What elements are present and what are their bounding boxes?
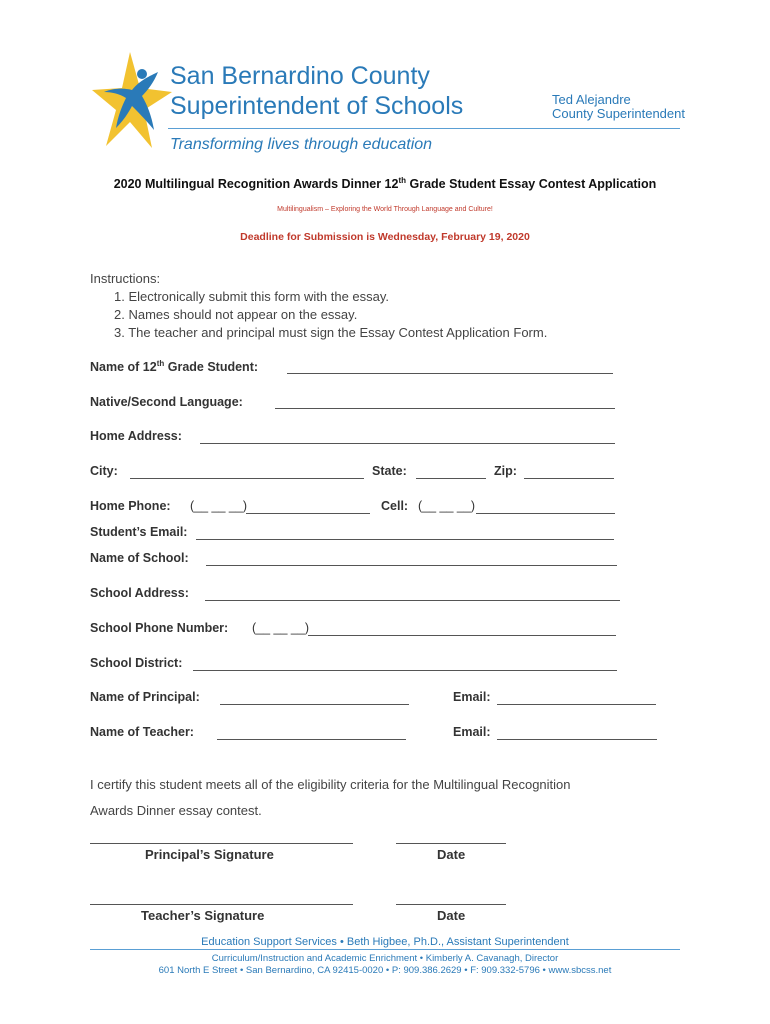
teacher-email-label: Email: [453,725,491,739]
principal-name-label: Name of Principal: [90,690,200,704]
teacher-date-field[interactable] [396,904,506,905]
org-name-line1: San Bernardino County [170,62,430,90]
home-phone-field[interactable] [246,513,370,514]
home-address-label: Home Address: [90,429,182,443]
teacher-email-field[interactable] [497,739,657,740]
sbcss-star-logo-icon [92,50,172,150]
submission-deadline: Deadline for Submission is Wednesday, February 19, 2020 [240,231,530,243]
city-field[interactable] [130,478,364,479]
form-title: 2020 Multilingual Recognition Awards Dinner 12th Grade Student Essay Contest Application [113,176,657,192]
cell-label: Cell: [381,499,409,513]
instructions-heading: Instructions: [90,271,161,286]
footer-line1: Education Support Services • Beth Higbee, Ph.D., Assistant Superintendent [201,936,569,948]
teacher-date-label: Date [437,908,466,923]
language-label: Native/Second Language: [90,395,243,409]
home-phone-area-code: (__ __ __) [190,499,247,513]
tagline: Transforming lives through education [170,136,433,153]
language-field[interactable] [275,408,615,409]
school-phone-field[interactable] [308,635,616,636]
home-address-field[interactable] [200,443,615,444]
school-district-label: School District: [90,656,183,670]
cell-area-code: (__ __ __) [418,499,475,513]
principal-signature-field[interactable] [90,843,353,844]
teacher-signature-field[interactable] [90,904,353,905]
school-name-field[interactable] [206,565,617,566]
form-subtitle: Multilingualism – Exploring the World Through Language and Culture! [277,206,493,213]
school-address-label: School Address: [90,586,189,600]
principal-name-field[interactable] [220,704,409,705]
school-name-label: Name of School: [90,551,189,565]
principal-email-field[interactable] [497,704,656,705]
student-email-field[interactable] [196,539,614,540]
student-name-field[interactable] [287,373,613,374]
certification-text-line1: I certify this student meets all of the eligibility criteria for the Multilingual Recognition [90,777,571,792]
header-divider [168,128,680,129]
teacher-name-field[interactable] [217,739,406,740]
instruction-item: 1. Electronically submit this form with the essay. [114,289,390,304]
superintendent-title: County Superintendent [552,106,685,121]
teacher-signature-label: Teacher’s Signature [141,908,265,923]
principal-email-label: Email: [453,690,491,704]
school-district-field[interactable] [193,670,617,671]
state-label: State: [372,464,407,478]
principal-date-field[interactable] [396,843,506,844]
zip-field[interactable] [524,478,614,479]
teacher-name-label: Name of Teacher: [90,725,194,739]
home-phone-label: Home Phone: [90,499,171,513]
student-email-label: Student’s Email: [90,525,188,539]
zip-label: Zip: [494,464,517,478]
student-name-label: Name of 12th Grade Student: [90,359,259,375]
footer-line3: 601 North E Street • San Bernardino, CA 92415-0020 • P: 909.386.2629 • F: 909.332-5796 • www.sbcss.net [158,965,612,976]
school-phone-label: School Phone Number: [90,621,229,635]
instruction-item: 2. Names should not appear on the essay. [114,307,358,322]
school-address-field[interactable] [205,600,620,601]
footer-line2: Curriculum/Instruction and Academic Enrichment • Kimberly A. Cavanagh, Director [211,953,559,964]
cell-field[interactable] [476,513,615,514]
school-phone-area-code: (__ __ __) [252,621,309,635]
org-name-line2: Superintendent of Schools [170,92,464,120]
city-label: City: [90,464,118,478]
footer-divider [90,949,680,950]
certification-text-line2: Awards Dinner essay contest. [90,803,262,818]
instruction-item: 3. The teacher and principal must sign the Essay Contest Application Form. [114,325,548,340]
principal-signature-label: Principal’s Signature [145,847,274,862]
principal-date-label: Date [437,847,466,862]
state-field[interactable] [416,478,486,479]
superintendent-name: Ted Alejandre [552,92,631,107]
